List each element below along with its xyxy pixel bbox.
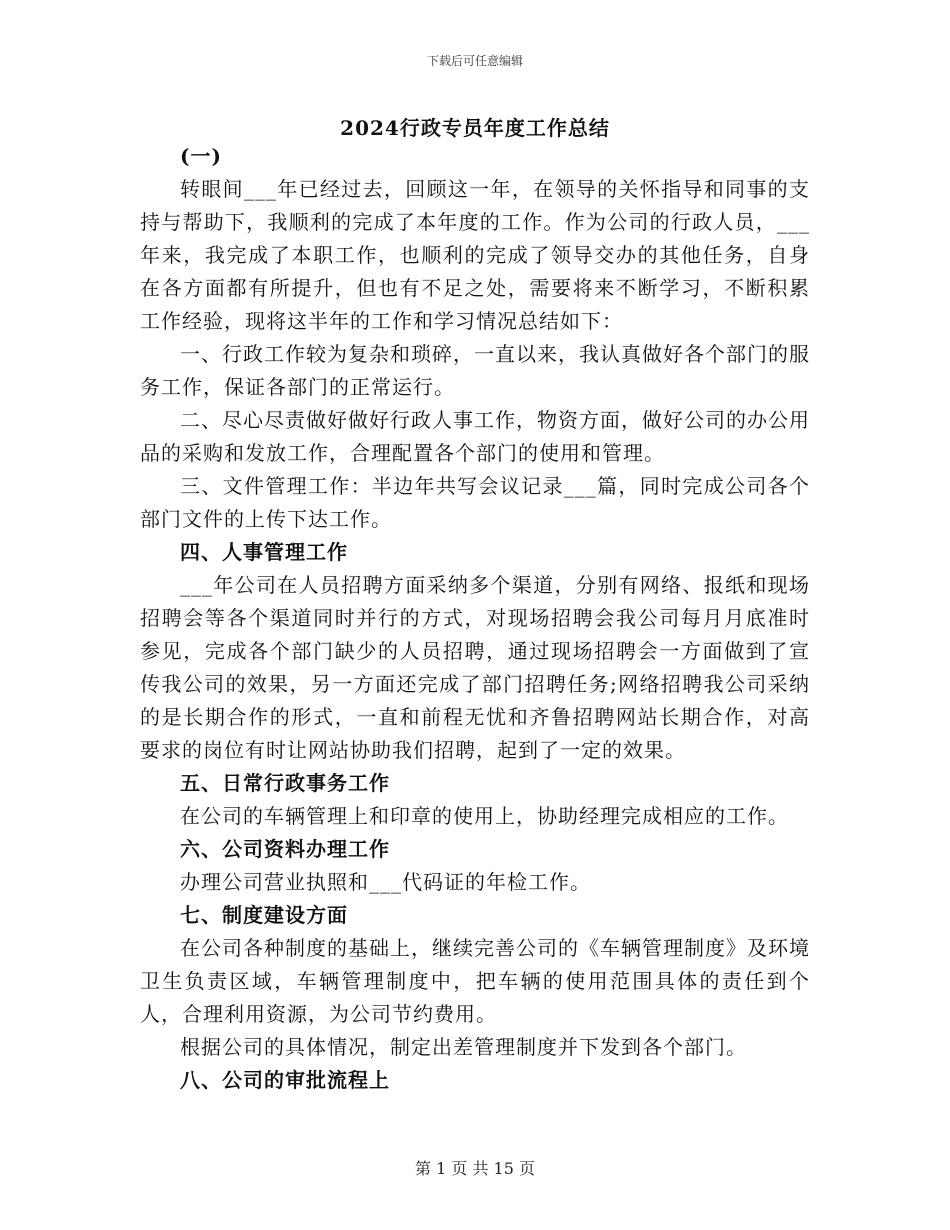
paragraph-item-2: 二、尽心尽责做好做好行政人事工作，物资方面，做好公司的办公用品的采购和发放工作，合理配置各个部门的使用和管理。 bbox=[140, 408, 810, 465]
intro-paragraph: 转眼间___年已经过去，回顾这一年，在领导的关怀指导和同事的支持与帮助下，我顺利的完成了本年度的工作。作为公司的行政人员，___年来，我完成了本职工作，也顺利的完成了领导交办的其他任务，自身在各方面都有所提升，但也有不足之处，需要将来不断学习，不断积累工作经验，现将这半年的工作和学习情况总结如下： bbox=[140, 177, 810, 333]
document-body bbox=[140, 140, 810, 1097]
section-heading-8: 八、公司的审批流程上 bbox=[180, 1068, 390, 1092]
section-heading-6: 六、公司资料办理工作 bbox=[180, 837, 390, 861]
section-heading-7: 七、制度建设方面 bbox=[180, 903, 348, 927]
page-footer: 第 1 页 共 15 页 bbox=[415, 1159, 535, 1178]
paragraph-item-3: 三、文件管理工作：半边年共写会议记录___篇，同时完成公司各个部门文件的上传下达工作。 bbox=[140, 474, 810, 531]
document-title: 2024行政专员年度工作总结 bbox=[340, 116, 610, 140]
hr-paragraph: ___年公司在人员招聘方面采纳多个渠道，分别有网络、报纸和现场招聘会等各个渠道同时并行的方式，对现场招聘会我公司每月月底准时参见，完成各个部门缺少的人员招聘，通过现场招聘会一方面做到了宣传我公司的效果，另一方面还完成了部门招聘任务;网络招聘我公司采纳的是长期合作的形式，一直和前程无忧和齐鲁招聘网站长期合作，对高要求的岗位有时让网站协助我们招聘，起到了一定的效果。 bbox=[140, 573, 810, 762]
header-note: 下载后可任意编辑 bbox=[426, 54, 523, 68]
system-paragraph-2: 根据公司的具体情况，制定出差管理制度并下发到各个部门。 bbox=[180, 1035, 747, 1059]
section-heading-4: 四、人事管理工作 bbox=[180, 540, 348, 564]
daily-affairs-paragraph: 在公司的车辆管理上和印章的使用上，协助经理完成相应的工作。 bbox=[180, 804, 789, 828]
section-heading-5: 五、日常行政事务工作 bbox=[180, 771, 390, 795]
system-paragraph-1: 在公司各种制度的基础上，继续完善公司的《车辆管理制度》及环境卫生负责区域，车辆管理制度中，把车辆的使用范围具体的责任到个人，合理利用资源，为公司节约费用。 bbox=[140, 936, 810, 1026]
paragraph-item-1: 一、行政工作较为复杂和琐碎，一直以来，我认真做好各个部门的服务工作，保证各部门的正常运行。 bbox=[140, 342, 810, 399]
documents-paragraph: 办理公司营业执照和___代码证的年检工作。 bbox=[180, 870, 591, 894]
section-heading-1: (一) bbox=[180, 144, 222, 168]
